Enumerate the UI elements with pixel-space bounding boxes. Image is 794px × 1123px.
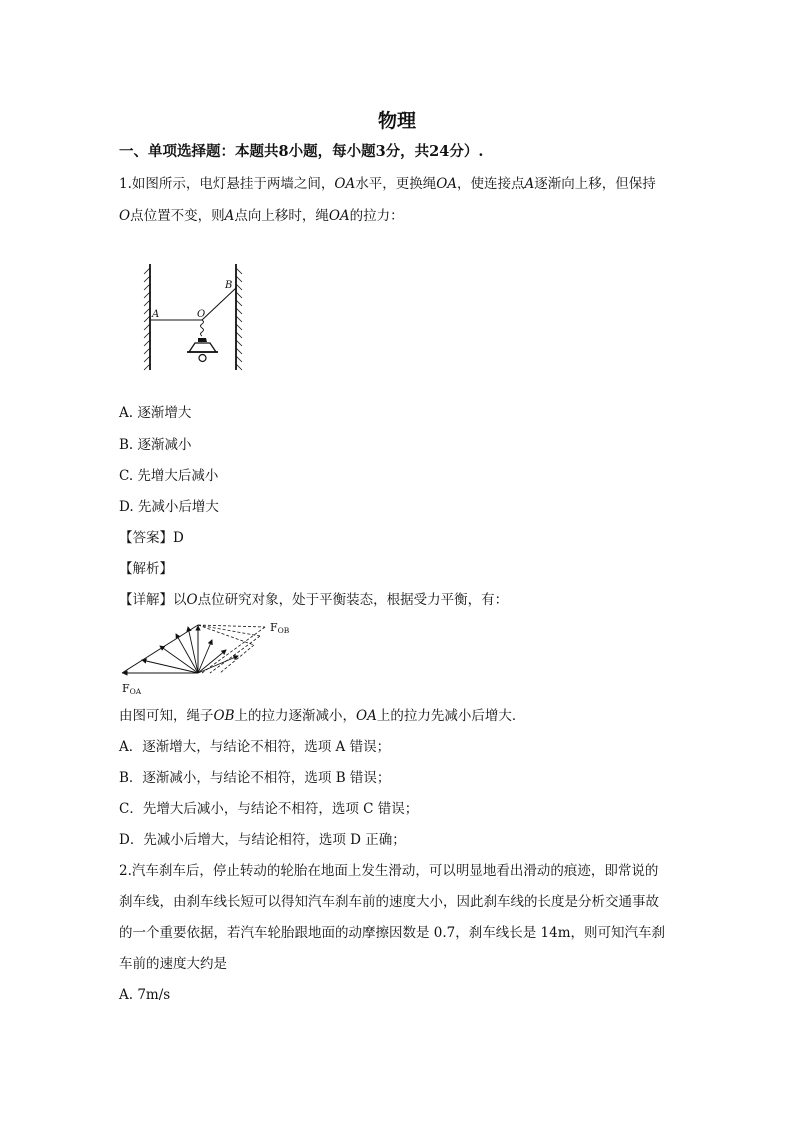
lamp-figure <box>140 262 250 374</box>
force-diagram <box>120 616 300 696</box>
q1-reason-d: D．先减小后增大，与结论相符，选项 D 正确； <box>119 832 406 848</box>
q1-option-d: D. 先减小后增大 <box>119 499 219 515</box>
q1-detail: 【详解】以O点位研究对象，处于平衡装态，根据受力平衡，有： <box>119 592 509 608</box>
q1-option-c: C. 先增大后减小 <box>119 468 219 484</box>
q2-stem-line4: 车前的速度大约是 <box>119 956 227 972</box>
label-b: B <box>225 280 233 291</box>
q1-analysis-heading: 【解析】 <box>119 561 173 577</box>
q2-stem-line3: 的一个重要依据，若汽车轮胎跟地面的动摩擦因数是 0.7，刹车线长是 14m，则可知汽车刹 <box>119 925 666 941</box>
q1-option-b: B. 逐渐减小 <box>119 437 192 453</box>
q2-stem-line2: 刹车线，由刹车线长短可以得知汽车刹车前的速度大小，因此刹车线的长度是分析交通事故 <box>119 894 659 910</box>
label-foa: FOA <box>122 682 142 696</box>
q1-option-a: A. 逐渐增大 <box>119 405 192 421</box>
q1-stem-line1: 1.如图所示，电灯悬挂于两墙之间，OA水平，更换绳OA，使连接点A逐渐向上移，但保持 <box>119 176 656 192</box>
q1-stem-line2: O点位置不变，则A点向上移时，绳OA的拉力： <box>119 208 404 224</box>
page-title: 物理 <box>377 110 416 132</box>
label-fob: FOB <box>270 621 290 635</box>
label-o: O <box>197 309 206 320</box>
q2-option-a: A. 7m/s <box>119 987 171 1003</box>
q1-reason-b: B．逐渐减小，与结论不相符，选项 B 错误； <box>119 770 391 786</box>
q1-conclusion: 由图可知，绳子OB上的拉力逐渐减小，OA上的拉力先减小后增大． <box>119 708 526 724</box>
q1-answer: 【答案】D <box>119 530 184 546</box>
q1-reason-c: C．先增大后减小，与结论不相符，选项 C 错误； <box>119 801 419 817</box>
q1-reason-a: A．逐渐增大，与结论不相符，选项 A 错误； <box>119 739 391 755</box>
q2-stem-line1: 2.汽车刹车后，停止转动的轮胎在地面上发生滑动，可以明显地看出滑动的痕迹，即常说的 <box>119 863 659 879</box>
label-a: A <box>152 309 160 320</box>
section-heading: 一、单项选择题：本题共8小题，每小题3分，共24分）. <box>119 143 484 160</box>
